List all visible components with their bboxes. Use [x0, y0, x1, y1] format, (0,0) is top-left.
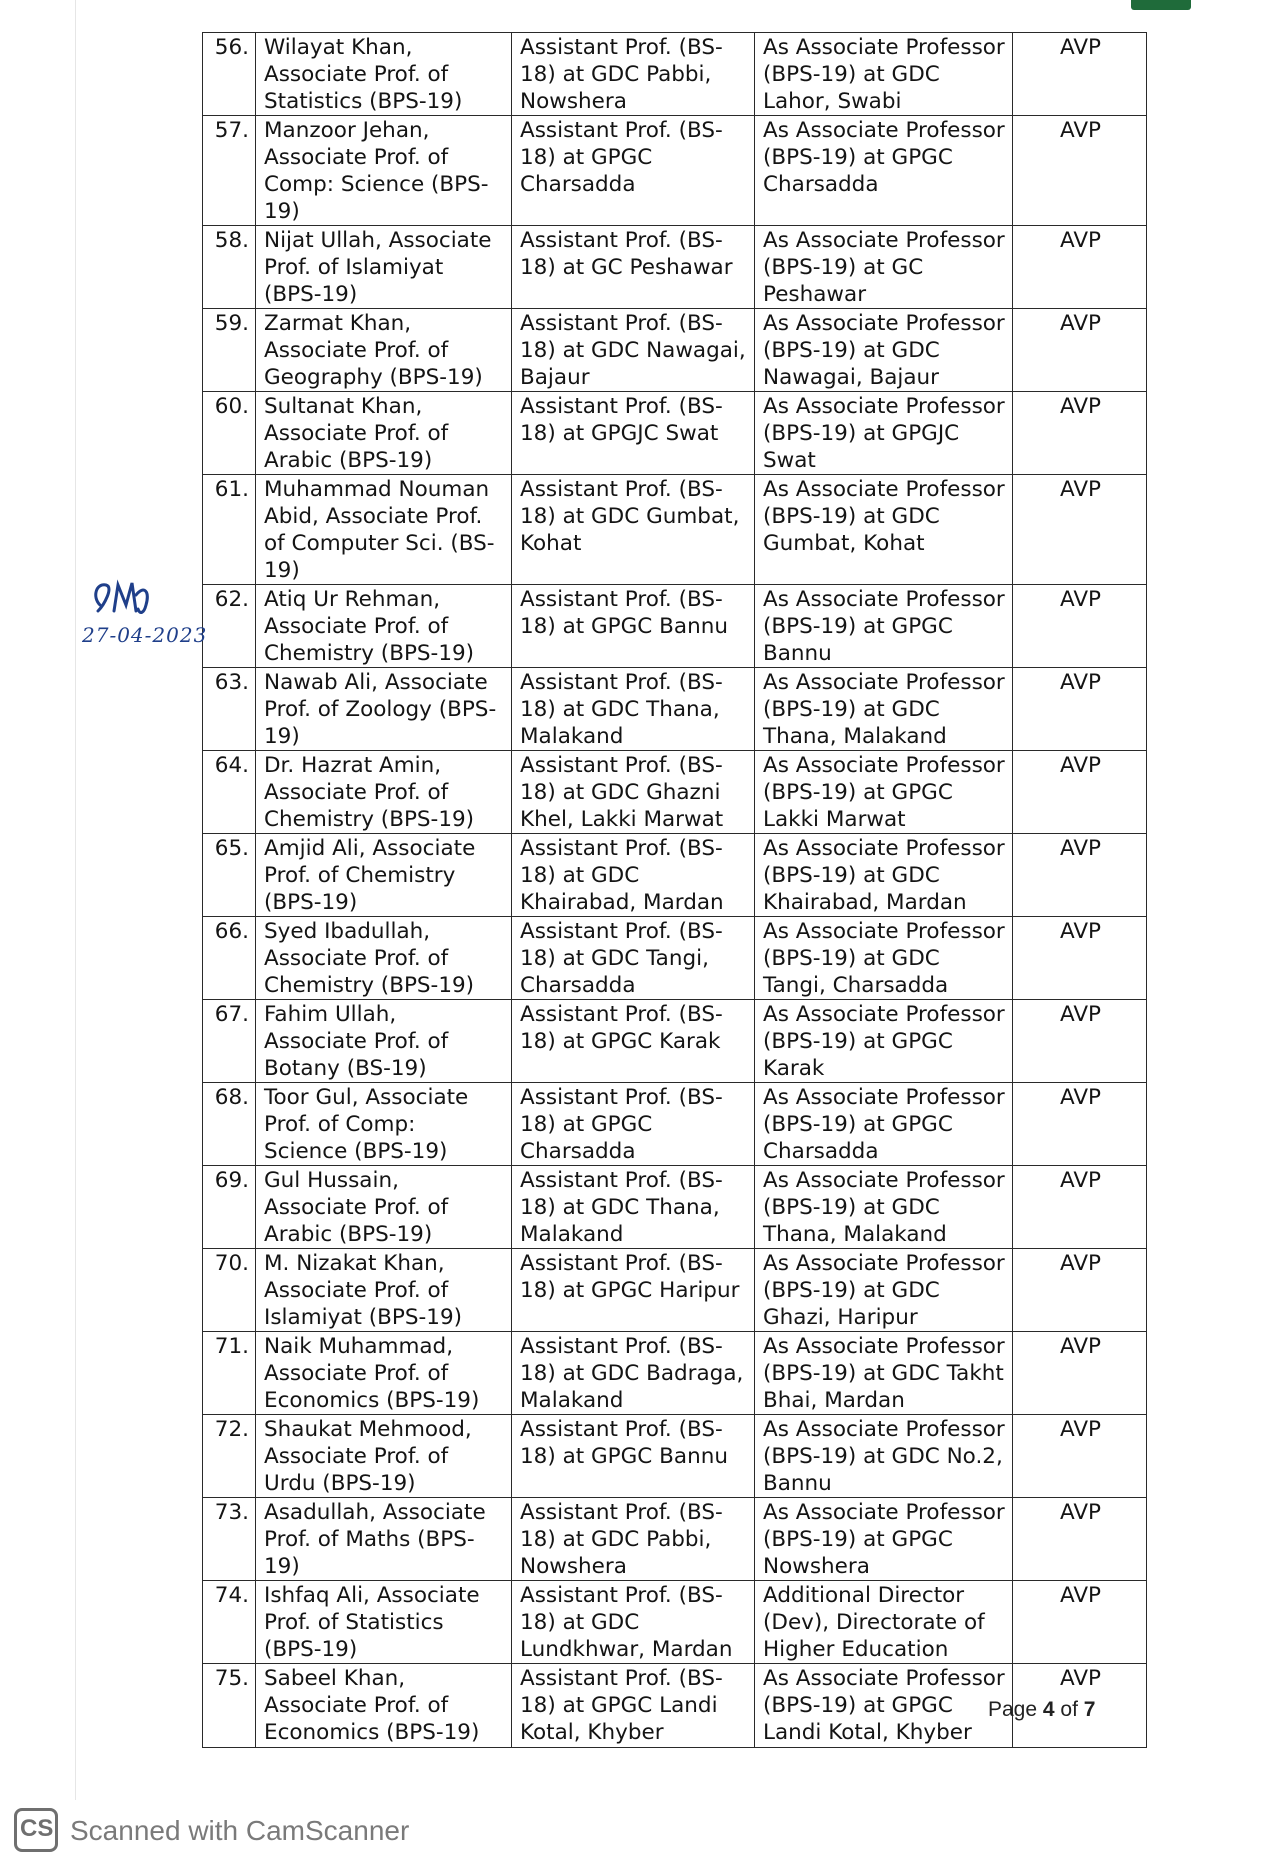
new-posting: As Associate Professor (BPS-19) at GDC Lahor, Swabi: [755, 33, 1013, 116]
serial-number: 66.: [203, 917, 256, 1000]
officer-name: Toor Gul, Associate Prof. of Comp: Science (BPS-19): [256, 1083, 512, 1166]
remarks: AVP: [1013, 1249, 1147, 1332]
serial-number: 72.: [203, 1415, 256, 1498]
serial-number: 68.: [203, 1083, 256, 1166]
new-posting: As Associate Professor (BPS-19) at GDC Thana, Malakand: [755, 1166, 1013, 1249]
officer-name: Amjid Ali, Associate Prof. of Chemistry (BPS-19): [256, 834, 512, 917]
new-posting: As Associate Professor (BPS-19) at GPGC Bannu: [755, 585, 1013, 668]
serial-number: 56.: [203, 33, 256, 116]
remarks: AVP: [1013, 1498, 1147, 1581]
table-row: [203, 1332, 1147, 1415]
table-row: [203, 1498, 1147, 1581]
table-row: [203, 1415, 1147, 1498]
page-current: 4: [1042, 1698, 1055, 1721]
remarks: AVP: [1013, 917, 1147, 1000]
serial-number: 62.: [203, 585, 256, 668]
handwritten-initials: [82, 575, 214, 650]
new-posting: As Associate Professor (BPS-19) at GDC Khairabad, Mardan: [755, 834, 1013, 917]
serial-number: 74.: [203, 1581, 256, 1664]
remarks: AVP: [1013, 585, 1147, 668]
table-row: [203, 668, 1147, 751]
remarks: AVP: [1013, 751, 1147, 834]
table-row: [203, 1166, 1147, 1249]
new-posting: As Associate Professor (BPS-19) at GDC Gumbat, Kohat: [755, 475, 1013, 585]
present-posting: Assistant Prof. (BS-18) at GDC Thana, Malakand: [512, 1166, 755, 1249]
officer-name: Asadullah, Associate Prof. of Maths (BPS-19): [256, 1498, 512, 1581]
camscanner-logo-icon: [14, 1808, 58, 1852]
officer-name: Dr. Hazrat Amin, Associate Prof. of Chemistry (BPS-19): [256, 751, 512, 834]
table-row: [203, 751, 1147, 834]
officer-name: Nawab Ali, Associate Prof. of Zoology (BPS-19): [256, 668, 512, 751]
page-number: [988, 1698, 1095, 1722]
serial-number: 58.: [203, 226, 256, 309]
present-posting: Assistant Prof. (BS-18) at GPGC Karak: [512, 1000, 755, 1083]
remarks: AVP: [1013, 1166, 1147, 1249]
page-sep: of: [1060, 1698, 1078, 1721]
serial-number: 67.: [203, 1000, 256, 1083]
serial-number: 61.: [203, 475, 256, 585]
camscanner-watermark: Scanned with CamScanner: [70, 1815, 410, 1846]
table-row: [203, 33, 1147, 116]
remarks: AVP: [1013, 1581, 1147, 1664]
remarks: AVP: [1013, 834, 1147, 917]
new-posting: As Associate Professor (BPS-19) at GPGC Lakki Marwat: [755, 751, 1013, 834]
serial-number: 63.: [203, 668, 256, 751]
table-row: [203, 475, 1147, 585]
new-posting: As Associate Professor (BPS-19) at GDC Takht Bhai, Mardan: [755, 1332, 1013, 1415]
present-posting: Assistant Prof. (BS-18) at GDC Khairabad, Mardan: [512, 834, 755, 917]
present-posting: Assistant Prof. (BS-18) at GDC Ghazni Khel, Lakki Marwat: [512, 751, 755, 834]
officer-name: Naik Muhammad, Associate Prof. of Economics (BPS-19): [256, 1332, 512, 1415]
present-posting: Assistant Prof. (BS-18) at GPGC Charsadda: [512, 116, 755, 226]
table-row: [203, 1083, 1147, 1166]
new-posting: As Associate Professor (BPS-19) at GPGC Charsadda: [755, 116, 1013, 226]
present-posting: Assistant Prof. (BS-18) at GDC Lundkhwar, Mardan: [512, 1581, 755, 1664]
remarks: AVP: [1013, 1332, 1147, 1415]
officer-name: Atiq Ur Rehman, Associate Prof. of Chemistry (BPS-19): [256, 585, 512, 668]
new-posting: As Associate Professor (BPS-19) at GDC Tangi, Charsadda: [755, 917, 1013, 1000]
officer-name: Syed Ibadullah, Associate Prof. of Chemistry (BPS-19): [256, 917, 512, 1000]
remarks: AVP: [1013, 33, 1147, 116]
serial-number: 57.: [203, 116, 256, 226]
remarks: AVP: [1013, 1415, 1147, 1498]
table-row: [203, 226, 1147, 309]
officer-name: Muhammad Nouman Abid, Associate Prof. of Computer Sci. (BS-19): [256, 475, 512, 585]
serial-number: 59.: [203, 309, 256, 392]
new-posting: As Associate Professor (BPS-19) at GDC Thana, Malakand: [755, 668, 1013, 751]
new-posting: As Associate Professor (BPS-19) at GC Peshawar: [755, 226, 1013, 309]
officer-name: Zarmat Khan, Associate Prof. of Geography (BPS-19): [256, 309, 512, 392]
present-posting: Assistant Prof. (BS-18) at GDC Badraga, Malakand: [512, 1332, 755, 1415]
new-posting: As Associate Professor (BPS-19) at GPGC Charsadda: [755, 1083, 1013, 1166]
present-posting: Assistant Prof. (BS-18) at GDC Pabbi, Nowshera: [512, 33, 755, 116]
new-posting: As Associate Professor (BPS-19) at GPGJC Swat: [755, 392, 1013, 475]
present-posting: Assistant Prof. (BS-18) at GPGJC Swat: [512, 392, 755, 475]
officer-name: Nijat Ullah, Associate Prof. of Islamiyat (BPS-19): [256, 226, 512, 309]
page-total: 7: [1083, 1698, 1096, 1721]
officer-name: Manzoor Jehan, Associate Prof. of Comp: Science (BPS-19): [256, 116, 512, 226]
remarks: AVP: [1013, 392, 1147, 475]
officer-name: M. Nizakat Khan, Associate Prof. of Islamiyat (BPS-19): [256, 1249, 512, 1332]
new-posting: As Associate Professor (BPS-19) at GDC Nawagai, Bajaur: [755, 309, 1013, 392]
serial-number: 64.: [203, 751, 256, 834]
serial-number: 69.: [203, 1166, 256, 1249]
new-posting: Additional Director (Dev), Directorate of Higher Education: [755, 1581, 1013, 1664]
page-prefix: Page: [988, 1698, 1038, 1721]
new-posting: As Associate Professor (BPS-19) at GDC Ghazi, Haripur: [755, 1249, 1013, 1332]
officer-name: Shaukat Mehmood, Associate Prof. of Urdu (BPS-19): [256, 1415, 512, 1498]
present-posting: Assistant Prof. (BS-18) at GDC Pabbi, Nowshera: [512, 1498, 755, 1581]
remarks: AVP: [1013, 116, 1147, 226]
present-posting: Assistant Prof. (BS-18) at GDC Tangi, Charsadda: [512, 917, 755, 1000]
table-row: [203, 1581, 1147, 1664]
new-posting: As Associate Professor (BPS-19) at GPGC Karak: [755, 1000, 1013, 1083]
serial-number: 70.: [203, 1249, 256, 1332]
table-row: [203, 1000, 1147, 1083]
present-posting: Assistant Prof. (BS-18) at GPGC Haripur: [512, 1249, 755, 1332]
present-posting: Assistant Prof. (BS-18) at GPGC Bannu: [512, 1415, 755, 1498]
remarks: AVP: [1013, 475, 1147, 585]
remarks: AVP: [1013, 1000, 1147, 1083]
officer-name: Sultanat Khan, Associate Prof. of Arabic (BPS-19): [256, 392, 512, 475]
folder-tab-mark: [1131, 0, 1191, 10]
present-posting: Assistant Prof. (BS-18) at GPGC Bannu: [512, 585, 755, 668]
initials-scribble-icon: [88, 575, 168, 619]
camscanner-logo-text: CS: [20, 1815, 54, 1842]
present-posting: Assistant Prof. (BS-18) at GC Peshawar: [512, 226, 755, 309]
officer-name: Gul Hussain, Associate Prof. of Arabic (BPS-19): [256, 1166, 512, 1249]
new-posting: As Associate Professor (BPS-19) at GPGC Nowshera: [755, 1498, 1013, 1581]
new-posting: As Associate Professor (BPS-19) at GDC No.2, Bannu: [755, 1415, 1013, 1498]
present-posting: Assistant Prof. (BS-18) at GDC Thana, Malakand: [512, 668, 755, 751]
serial-number: 75.: [203, 1664, 256, 1748]
posting-orders-table: [202, 32, 1147, 1748]
table-row: [203, 392, 1147, 475]
table-row: [203, 309, 1147, 392]
present-posting: Assistant Prof. (BS-18) at GDC Gumbat, Kohat: [512, 475, 755, 585]
officer-name: Wilayat Khan, Associate Prof. of Statistics (BPS-19): [256, 33, 512, 116]
present-posting: Assistant Prof. (BS-18) at GPGC Charsadda: [512, 1083, 755, 1166]
officer-name: Ishfaq Ali, Associate Prof. of Statistics (BPS-19): [256, 1581, 512, 1664]
officer-name: Fahim Ullah, Associate Prof. of Botany (BS-19): [256, 1000, 512, 1083]
remarks: AVP: [1013, 226, 1147, 309]
serial-number: 60.: [203, 392, 256, 475]
serial-number: 65.: [203, 834, 256, 917]
serial-number: 73.: [203, 1498, 256, 1581]
table-row: [203, 834, 1147, 917]
remarks: AVP: [1013, 309, 1147, 392]
scan-edge: [75, 0, 76, 1800]
remarks: AVP: [1013, 668, 1147, 751]
serial-number: 71.: [203, 1332, 256, 1415]
remarks: AVP: [1013, 1664, 1147, 1748]
table-row: [203, 116, 1147, 226]
table-row: [203, 585, 1147, 668]
handwritten-date: 27-04-2023: [82, 623, 208, 647]
remarks: AVP: [1013, 1083, 1147, 1166]
new-posting: As Associate Professor (BPS-19) at GPGC Landi Kotal, Khyber: [755, 1664, 1013, 1748]
present-posting: Assistant Prof. (BS-18) at GPGC Landi Kotal, Khyber: [512, 1664, 755, 1748]
table-row: [203, 1249, 1147, 1332]
officer-name: Sabeel Khan, Associate Prof. of Economics (BPS-19): [256, 1664, 512, 1748]
table-row: [203, 917, 1147, 1000]
present-posting: Assistant Prof. (BS-18) at GDC Nawagai, Bajaur: [512, 309, 755, 392]
